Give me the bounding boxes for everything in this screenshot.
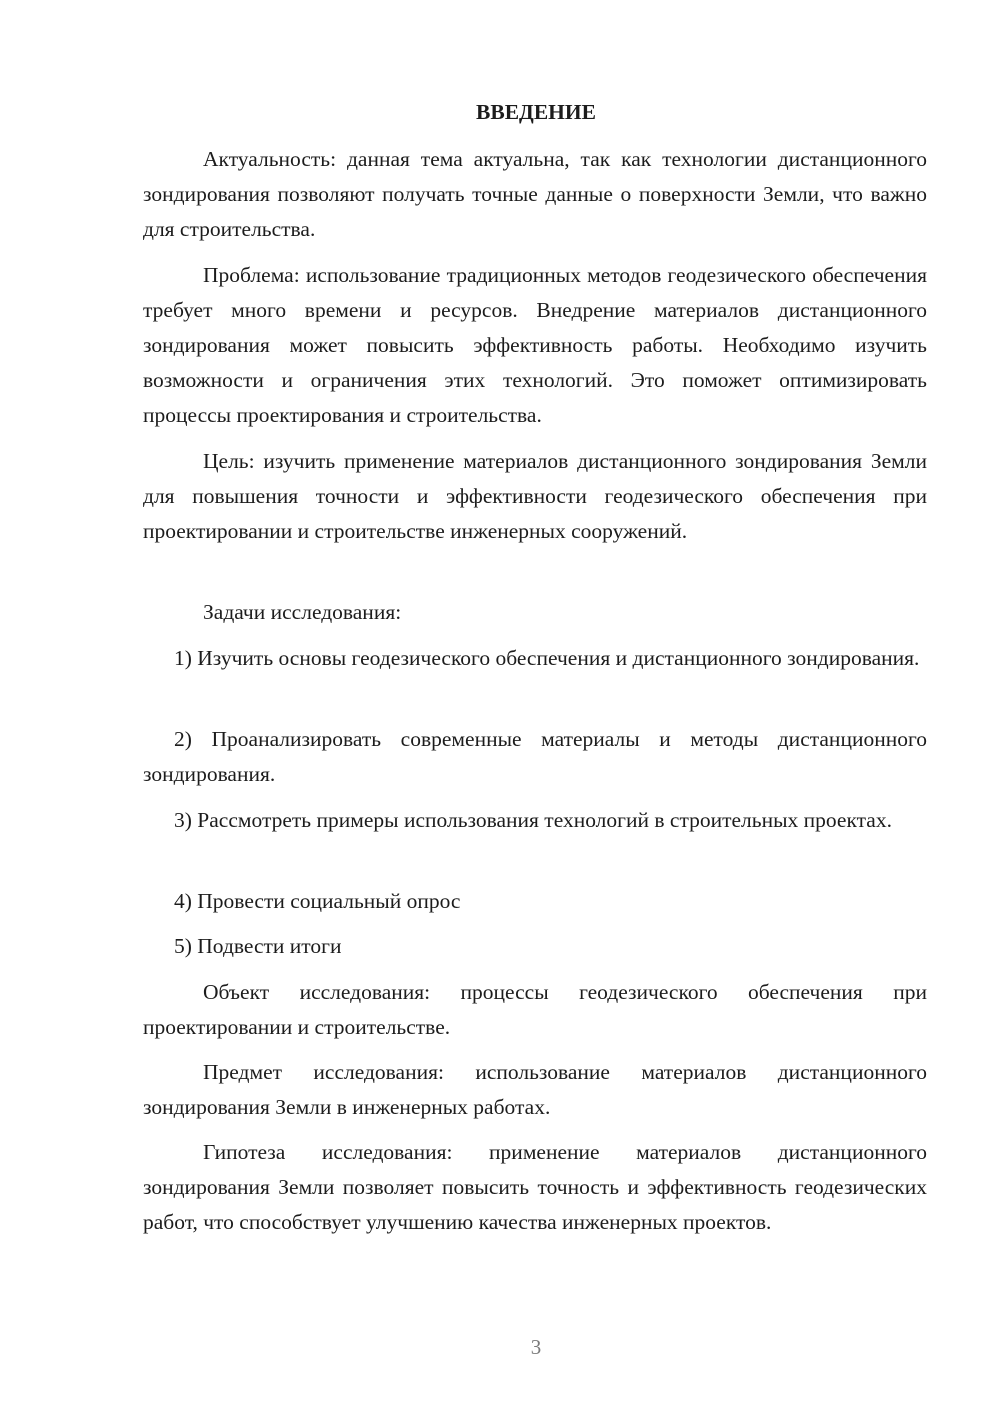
page-number: 3 [530,1335,542,1359]
paragraph-subject: Предмет исследования: использование материалов дистанционного зондирования Земли в инженерных работах. [143,1060,927,1119]
task-item-2: 2) Проанализировать современные материалы и методы дистанционного зондирования. [143,727,927,786]
paragraph-goal: Цель: изучить применение материалов дистанционного зондирования Земли для повышения точности и эффективности геодезического обеспечения при проектировании и строительстве инженерных сооружений. [143,449,927,543]
paragraph-problem: Проблема: использование традиционных методов геодезического обеспечения требует много времени и ресурсов. Внедрение материалов дистанционного зондирования может повысить эффективность работы. Необходимо изучить возможности и ограничения этих технологий. Это поможет оптимизировать процессы проектирования и строительства. [143,263,927,427]
paragraph-hypothesis: Гипотеза исследования: применение материалов дистанционного зондирования Земли позволяет повысить точность и эффективность геодезических работ, что способствует улучшению качества инженерных проектов. [143,1140,927,1234]
task-item-4: 4) Провести социальный опрос [174,889,461,913]
paragraph-relevance: Актуальность: данная тема актуальна, так как технологии дистанционного зондирования позволяют получать точные данные о поверхности Земли, что важно для строительства. [143,147,927,241]
task-item-3: 3) Рассмотреть примеры использования технологий в строительных проектах. [174,808,892,832]
paragraph-tasks-heading: Задачи исследования: [203,600,402,624]
task-item-1: 1) Изучить основы геодезического обеспечения и дистанционного зондирования. [174,646,920,670]
paragraph-object: Объект исследования: процессы геодезического обеспечения при проектировании и строительстве. [143,980,927,1039]
task-item-5: 5) Подвести итоги [174,934,342,958]
section-title: ВВЕДЕНИЕ [476,100,596,124]
